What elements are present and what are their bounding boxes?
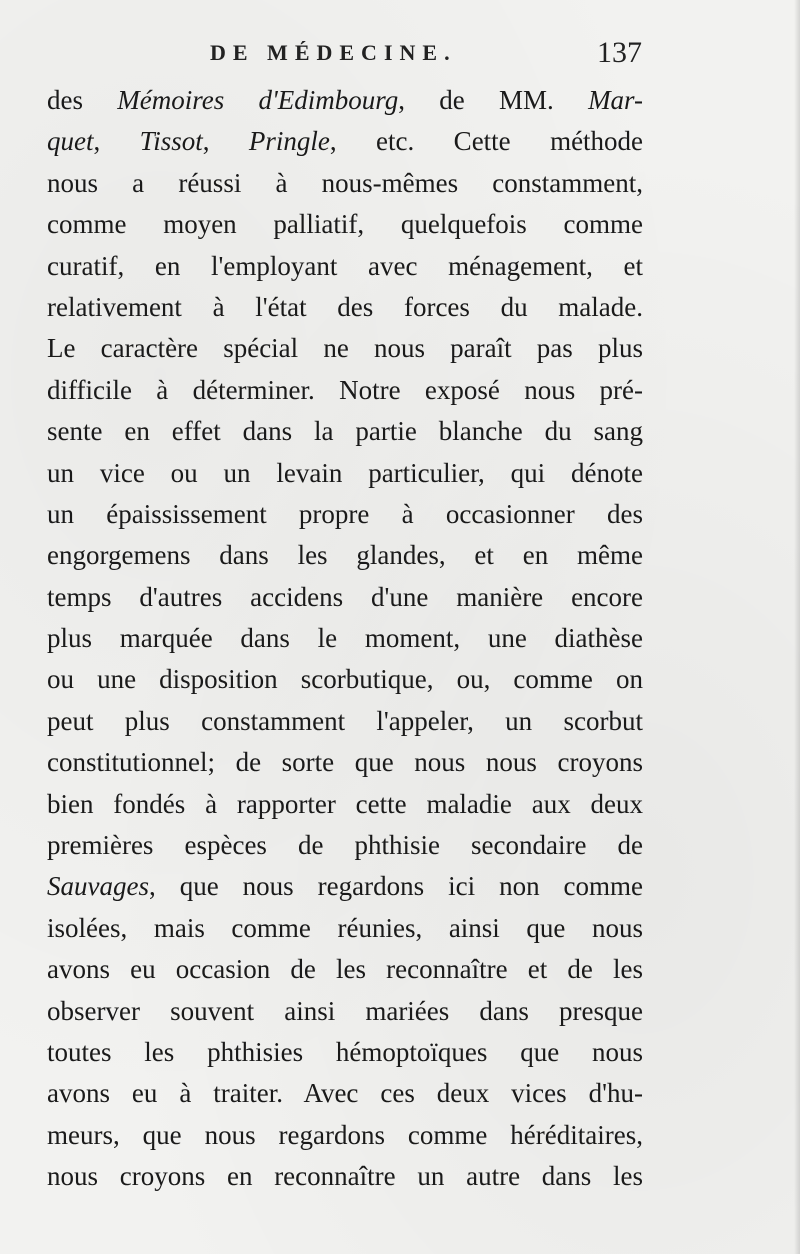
text-line [47, 577, 643, 618]
text-line [47, 659, 643, 700]
text-line [47, 370, 643, 411]
text-segment: meurs, que nous regardons comme héréditaires, [47, 1119, 643, 1150]
text-segment: avons eu occasion de les reconnaître et de les [47, 954, 643, 985]
text-segment: temps d'autres accidens d'une manière encore [47, 581, 644, 612]
italic-text: quet [47, 126, 94, 157]
text-line [47, 825, 643, 866]
text-segment: isolées, mais comme réunies, ainsi que nous [47, 912, 644, 943]
text-segment: , [202, 126, 249, 157]
page-number: 137 [597, 36, 642, 69]
italic-text: Mar- [588, 85, 644, 115]
text-segment: plus marquée dans le moment, une diathèse [47, 623, 643, 654]
text-line [47, 701, 643, 742]
text-line [47, 908, 643, 949]
text-segment: bien fondés à rapporter cette maladie aux deux [47, 788, 644, 819]
text-segment: difficile à déterminer. Notre exposé nous pré- [47, 374, 643, 405]
text-segment: un vice ou un levain particulier, qui dénote [47, 457, 643, 488]
text-segment: , que nous regardons ici non comme [148, 871, 644, 902]
text-line [47, 1032, 643, 1073]
text-line [47, 204, 643, 245]
text-line [47, 866, 643, 907]
text-segment: avons eu à traiter. Avec ces deux vices d'hu- [47, 1078, 643, 1109]
text-segment: observer souvent ainsi mariées dans presque [47, 995, 644, 1026]
text-segment: curatif, en l'employant avec ménagement, et [47, 250, 644, 281]
text-line [47, 287, 643, 328]
text-segment: ou une disposition scorbutique, ou, comme on [47, 664, 643, 695]
text-segment: nous croyons en reconnaître un autre dans les [47, 1161, 644, 1192]
text-segment: un épaississement propre à occasionner des [47, 498, 643, 529]
text-segment: comme moyen palliatif, quelquefois comme [47, 209, 643, 240]
text-line [47, 949, 643, 990]
text-line [47, 121, 643, 162]
text-line [47, 742, 643, 783]
text-segment: sente en effet dans la partie blanche du sang [47, 416, 644, 447]
italic-text: Sauvages [47, 871, 149, 902]
text-segment: nous a réussi à nous-mêmes constamment, [47, 167, 644, 198]
text-segment: , de MM. [398, 85, 589, 115]
text-line [47, 411, 643, 452]
page-edge-shadow [794, 0, 800, 1254]
text-segment: des [47, 85, 118, 115]
text-line [47, 328, 643, 369]
text-segment: constitutionnel; de sorte que nous nous croyons [47, 747, 643, 778]
text-line [47, 80, 643, 121]
text-segment: engorgemens dans les glandes, et en même [47, 540, 643, 571]
italic-text: Tissot [139, 126, 203, 157]
text-segment: , [93, 126, 140, 157]
text-line [47, 535, 643, 576]
text-line [47, 784, 643, 825]
text-segment: , etc. Cette méthode [329, 126, 644, 157]
text-segment: toutes les phthisies hémoptoïques que nous [47, 1036, 644, 1067]
text-line [47, 494, 643, 535]
text-segment: peut plus constamment l'appeler, un scorbut [47, 705, 643, 736]
text-segment: premières espèces de phthisie secondaire de [47, 830, 643, 861]
text-line [47, 991, 643, 1032]
text-segment: Le caractère spécial ne nous paraît pas plus [47, 333, 643, 364]
text-line [47, 1073, 643, 1114]
text-line [47, 453, 643, 494]
italic-text: Pringle [248, 126, 330, 157]
text-line [47, 1156, 643, 1197]
body-text [47, 80, 643, 1198]
italic-text: Mémoires d'Edimbourg [117, 85, 399, 115]
text-line [47, 1115, 643, 1156]
text-segment: relativement à l'état des forces du malade. [47, 291, 643, 322]
text-line [47, 618, 643, 659]
text-line [47, 163, 643, 204]
text-line [47, 246, 643, 287]
running-head: DE MÉDECINE. [210, 40, 457, 65]
